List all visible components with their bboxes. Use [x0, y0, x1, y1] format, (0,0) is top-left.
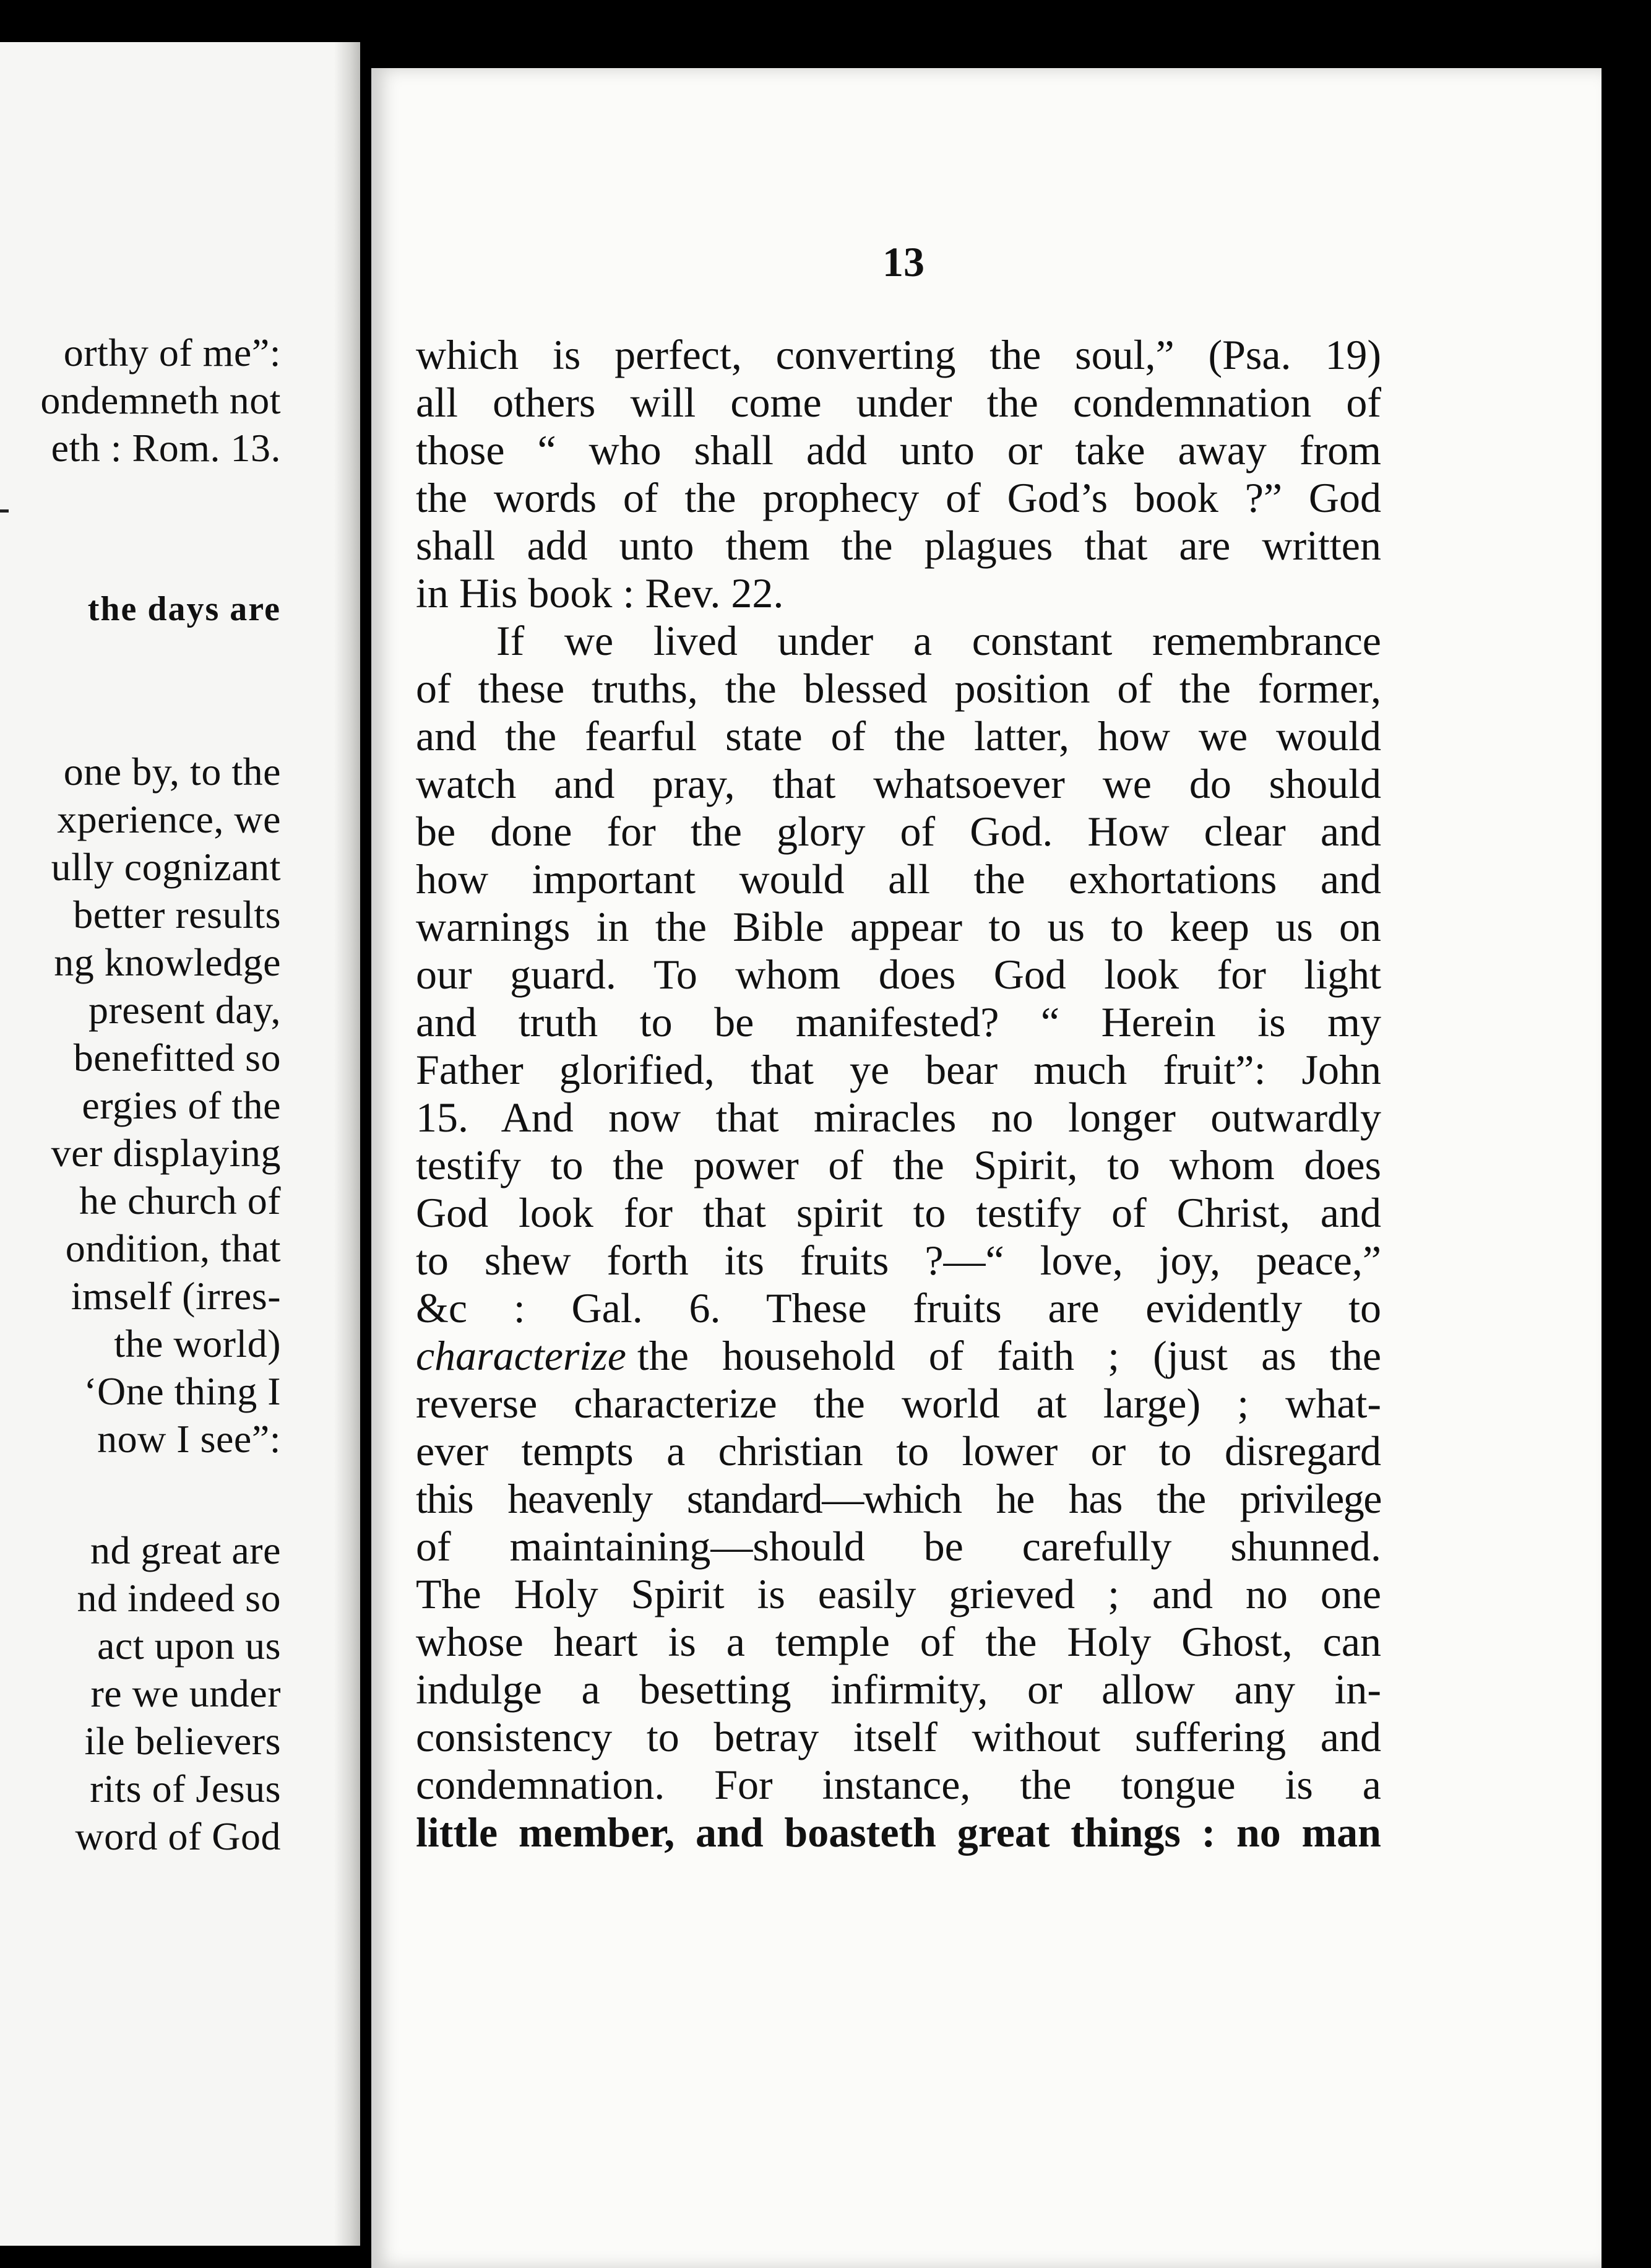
page-number: 13 [882, 238, 925, 285]
text-line: those “ who shall add unto or take away from [416, 426, 1381, 474]
text-line: testify to the power of the Spirit, to whom does [416, 1141, 1381, 1188]
text-line: indulge a besetting infirmity, or allow any in- [416, 1666, 1381, 1713]
left-line: now I see”: [97, 1417, 281, 1461]
italic-word: characterize [416, 1332, 626, 1379]
text-line: our guard. To whom does God look for light [416, 951, 1381, 998]
left-line: eth : Rom. 13. [51, 426, 281, 470]
text-line: shall add unto them the plagues that are written [416, 522, 1381, 569]
text-line: this heavenly standard—which he has the privilege [416, 1475, 1381, 1522]
left-line: ondemneth not [40, 378, 281, 422]
text-line: 15. And now that miracles no longer outwardly [416, 1094, 1381, 1141]
text-line: God look for that spirit to testify of Christ, and [416, 1189, 1381, 1236]
left-line: the world) [114, 1322, 281, 1366]
left-line: orthy of me”: [63, 331, 281, 374]
text-line: to shew forth its fruits ?—“ love, joy, peace,” [416, 1237, 1381, 1284]
left-line: ‘One thing I [84, 1369, 281, 1413]
left-line: ully cognizant [51, 845, 281, 889]
text-line: The Holy Spirit is easily grieved ; and no one [416, 1570, 1381, 1617]
text-line: in His book : Rev. 22. [416, 569, 784, 617]
left-line: one by, to the [63, 750, 281, 794]
text-line: of maintaining—should be carefully shunned. [416, 1523, 1381, 1570]
left-line: he church of [79, 1179, 281, 1223]
left-line: word of God [75, 1814, 281, 1858]
text-line: and truth to be manifested? “ Herein is my [416, 998, 1381, 1045]
left-page-dash-mark [0, 509, 9, 513]
text-line: all others will come under the condemnation of [416, 379, 1381, 426]
text-line: and the fearful state of the latter, how we would [416, 712, 1381, 760]
text-line: watch and pray, that whatsoever we do should [416, 760, 1381, 807]
paragraph-first-line: If we lived under a constant remembrance [496, 617, 1381, 664]
left-line: benefitted so [73, 1036, 281, 1080]
left-line: act upon us [97, 1624, 281, 1668]
text-line: Father glorified, that ye bear much fruit”: John [416, 1046, 1381, 1093]
left-line: nd indeed so [77, 1576, 281, 1620]
left-line: ergies of the [82, 1083, 281, 1127]
left-line: better results [73, 893, 281, 937]
left-line: xperience, we [57, 797, 281, 841]
left-line: ondition, that [65, 1226, 281, 1270]
left-line: ver displaying [51, 1131, 281, 1175]
left-line: imself (irres- [71, 1274, 281, 1318]
text-line: which is perfect, converting the soul,” (Psa. 19) [416, 331, 1381, 378]
left-line: present day, [88, 988, 281, 1032]
text-line-rest: the household of faith ; (just as the [637, 1332, 1381, 1379]
book-gutter-shadow [334, 42, 360, 2246]
text-line: warnings in the Bible appear to us to keep us on [416, 903, 1381, 950]
text-line-with-italic [416, 1332, 1381, 1380]
left-line: re we under [90, 1671, 281, 1715]
left-line: ile believers [84, 1719, 281, 1763]
page-body-text [416, 331, 1381, 1856]
text-line: &c : Gal. 6. These fruits are evidently to [416, 1284, 1381, 1331]
left-line: nd great are [90, 1528, 281, 1572]
text-line: condemnation. For instance, the tongue is a [416, 1761, 1381, 1808]
text-line: how important would all the exhortations and [416, 855, 1381, 902]
text-line: whose heart is a temple of the Holy Ghost, can [416, 1618, 1381, 1665]
left-line-heading: the days are [87, 590, 281, 628]
text-line: little member, and boasteth great things : no man [416, 1809, 1381, 1856]
left-line: rits of Jesus [90, 1767, 281, 1811]
text-line: the words of the prophecy of God’s book ?” God [416, 474, 1381, 521]
text-line: of these truths, the blessed position of the former, [416, 665, 1381, 712]
text-line: reverse characterize the world at large) ; what- [416, 1380, 1381, 1427]
text-line: consistency to betray itself without suffering and [416, 1713, 1381, 1760]
text-line: ever tempts a christian to lower or to disregard [416, 1427, 1381, 1474]
text-line: be done for the glory of God. How clear and [416, 808, 1381, 855]
left-facing-page [0, 42, 360, 2246]
left-line: ng knowledge [54, 940, 281, 984]
left-page-text [0, 42, 334, 2246]
